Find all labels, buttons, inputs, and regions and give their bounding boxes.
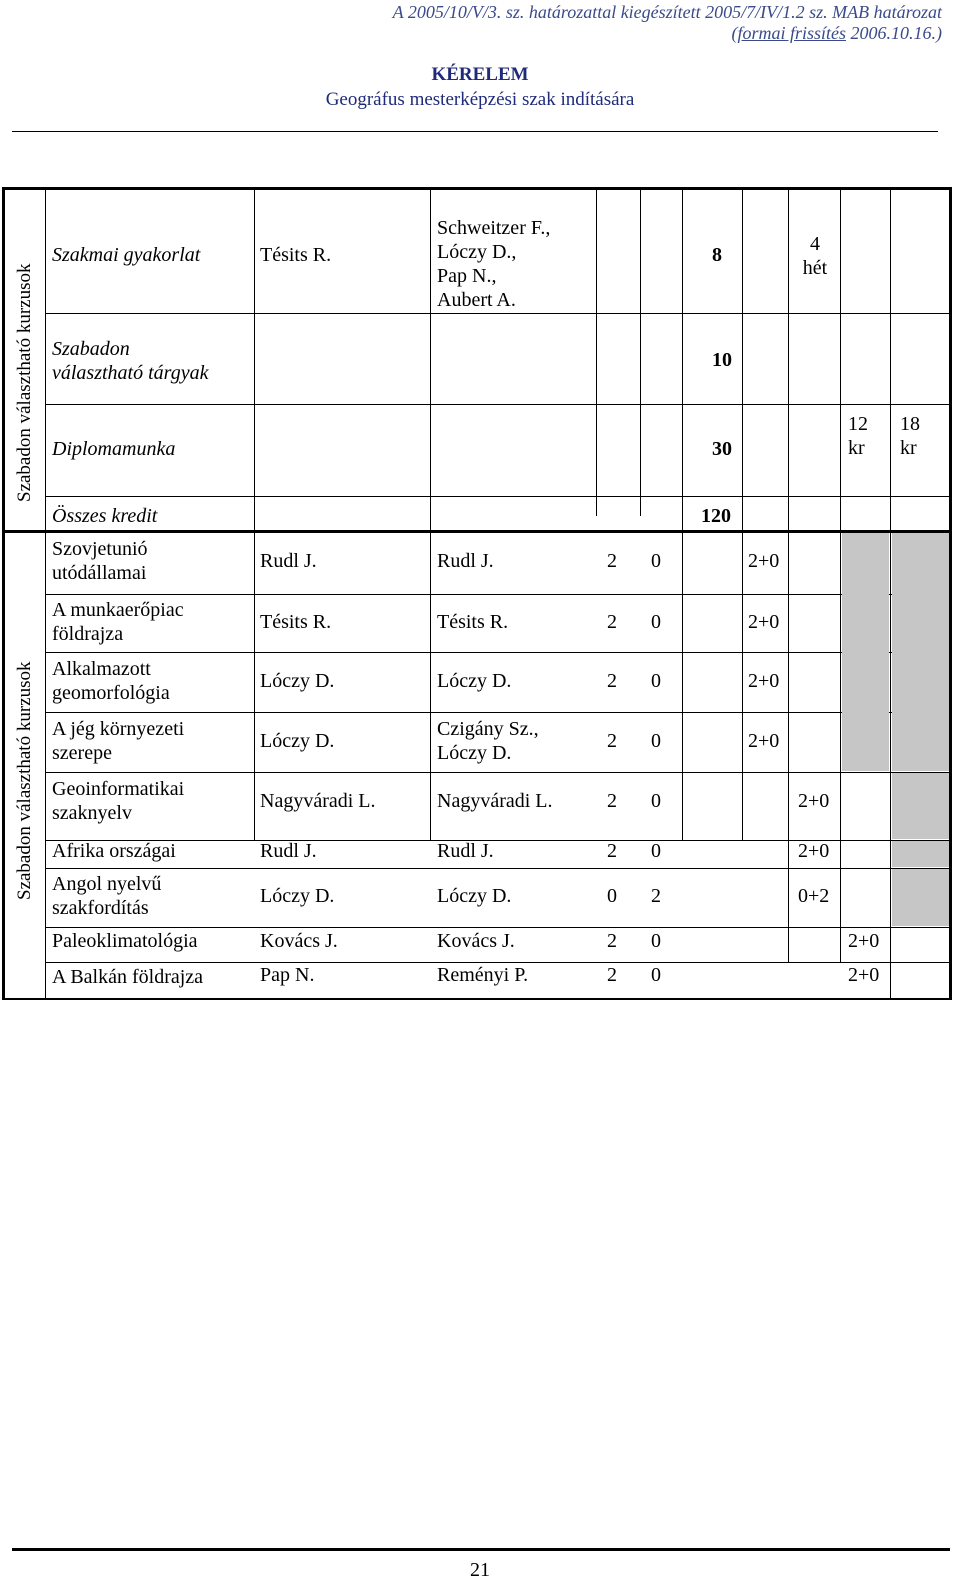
reference-line-2 [242, 23, 942, 44]
lecture-hours: 2 [607, 550, 617, 572]
course-teacher: Rudl J. [260, 840, 317, 862]
course-format: 2+0 [748, 550, 780, 572]
credit-col-a [848, 412, 868, 460]
course-name: Paleoklimatológia [52, 930, 198, 952]
course-name-line: szakfordítás [52, 897, 149, 919]
table-row-divider [45, 404, 950, 405]
document-title: KÉRELEM [431, 64, 529, 85]
credit-col-a-value: 12 [848, 413, 868, 435]
lecture-hours: 0 [607, 885, 617, 907]
lecture-hours: 2 [607, 670, 617, 692]
course-teacher: Pap N. [260, 964, 315, 986]
practice-hours: 2 [651, 885, 661, 907]
course-format: 2+0 [748, 730, 780, 752]
lecture-hours: 2 [607, 730, 617, 752]
table-row-divider [45, 313, 950, 314]
practice-hours: 0 [651, 730, 661, 752]
table-col-divider [596, 190, 597, 516]
practice-hours: 0 [651, 550, 661, 572]
course-lecturers [437, 216, 550, 312]
reference-update-label: (formai frissítés [731, 23, 846, 43]
table-row-divider [45, 496, 950, 497]
credit-col-a-unit: kr [848, 437, 865, 459]
section-label-lower: Szabadon választható kurzusok [14, 661, 35, 900]
table-col-divider [640, 190, 641, 516]
course-name: Diplomamunka [52, 438, 176, 460]
lecturer: Aubert A. [437, 289, 516, 311]
course-lecturer-line: Czigány Sz., [437, 718, 539, 740]
total-credit-value: 120 [701, 505, 731, 527]
course-lecturer: Lóczy D. [437, 885, 512, 907]
shaded-cell [892, 773, 949, 839]
document-subtitle: Geográfus mesterképzési szak indítására [325, 89, 635, 110]
course-name-line: Angol nyelvű [52, 873, 162, 895]
table-row-divider [45, 868, 950, 869]
practice-hours: 0 [651, 930, 661, 952]
course-format: 2+0 [748, 670, 780, 692]
course-teacher: Rudl J. [260, 550, 317, 572]
table-col-divider [254, 190, 255, 840]
course-credit: 8 [712, 244, 722, 266]
course-name: Szakmai gyakorlat [52, 244, 201, 266]
course-teacher: Lóczy D. [260, 885, 335, 907]
course-name-line: szerepe [52, 742, 112, 764]
table-col-divider [742, 190, 743, 840]
course-lecturer: Rudl J. [437, 840, 494, 862]
course-lecturer: Nagyváradi L. [437, 790, 553, 812]
shaded-cell [892, 841, 949, 867]
course-teacher: Kovács J. [260, 930, 338, 952]
course-name-line: utódállamai [52, 562, 147, 584]
course-lecturer: Reményi P. [437, 964, 529, 986]
course-name: A Balkán földrajza [52, 966, 204, 988]
table-row-divider [45, 652, 950, 653]
lecturer: Schweitzer F., [437, 217, 551, 239]
course-teacher: Lóczy D. [260, 670, 335, 692]
credit-col-b-unit: kr [900, 437, 917, 459]
course-duration [800, 232, 830, 280]
document-reference [242, 2, 942, 44]
course-lecturer: Rudl J. [437, 550, 494, 572]
course-lecturer: Kovács J. [437, 930, 515, 952]
course-name-line: A jég környezeti [52, 718, 185, 740]
section-divider [2, 530, 952, 533]
course-name-line: Geoinformatikai [52, 778, 185, 800]
course-credit: 30 [712, 438, 732, 460]
table-row-divider [45, 594, 950, 595]
credit-col-b-value: 18 [900, 413, 920, 435]
reference-update-date: 2006.10.16.) [846, 23, 942, 43]
course-name-line: szaknyelv [52, 802, 132, 824]
course-name-line: földrajza [52, 623, 124, 645]
practice-hours: 0 [651, 611, 661, 633]
course-name-line: Szabadon [52, 338, 130, 360]
course-name-line: Alkalmazott [52, 658, 151, 680]
lecture-hours: 2 [607, 790, 617, 812]
shaded-cell [842, 533, 889, 771]
practice-hours: 0 [651, 670, 661, 692]
lecture-hours: 2 [607, 930, 617, 952]
lecturer: Pap N., [437, 265, 497, 287]
reference-line-1: A 2005/10/V/3. sz. határozattal kiegészített 2005/7/IV/1.2 sz. MAB határozat [392, 2, 942, 22]
course-format: 0+2 [798, 885, 830, 907]
course-name-line: A munkaerőpiac [52, 599, 184, 621]
course-name-line: Szovjetunió [52, 538, 148, 560]
lecture-hours: 2 [607, 611, 617, 633]
course-name-line: választható tárgyak [52, 362, 209, 384]
footer-divider [12, 1548, 950, 1551]
table-col-divider [788, 190, 789, 962]
lecture-hours: 2 [607, 964, 617, 986]
lecture-hours: 2 [607, 840, 617, 862]
course-name [52, 337, 208, 385]
duration-value: 4 [810, 233, 820, 255]
shaded-cell [892, 533, 949, 771]
course-format: 2+0 [748, 611, 780, 633]
course-format: 2+0 [848, 930, 880, 952]
course-format: 2+0 [798, 840, 830, 862]
credit-col-b [900, 412, 920, 460]
practice-hours: 0 [651, 964, 661, 986]
course-teacher: Tésits R. [260, 611, 332, 633]
duration-unit: hét [802, 257, 828, 279]
course-credit: 10 [712, 349, 732, 371]
course-format: 2+0 [848, 964, 880, 986]
lecturer: Lóczy D., [437, 241, 517, 263]
table-row-divider [45, 712, 950, 713]
course-lecturer-line: Lóczy D. [437, 742, 512, 764]
course-format: 2+0 [798, 790, 830, 812]
course-teacher: Nagyváradi L. [260, 790, 376, 812]
total-credit-label: Összes kredit [52, 505, 158, 527]
page-number: 21 [470, 1559, 490, 1581]
practice-hours: 0 [651, 840, 661, 862]
course-teacher: Tésits R. [260, 244, 332, 266]
header-divider [12, 131, 938, 132]
table-col-divider [430, 190, 431, 840]
course-lecturer: Lóczy D. [437, 670, 512, 692]
shaded-cell [892, 869, 949, 926]
practice-hours: 0 [651, 790, 661, 812]
table-row-divider [45, 927, 950, 928]
course-name-line: geomorfológia [52, 682, 170, 704]
table-col-divider [840, 190, 841, 962]
table-col-divider [682, 190, 683, 840]
table-row-divider [45, 772, 950, 773]
course-teacher: Lóczy D. [260, 730, 335, 752]
section-label-upper: Szabadon választható kurzusok [14, 263, 35, 502]
course-lecturer: Tésits R. [437, 611, 509, 633]
course-name: Afrika országai [52, 840, 176, 862]
